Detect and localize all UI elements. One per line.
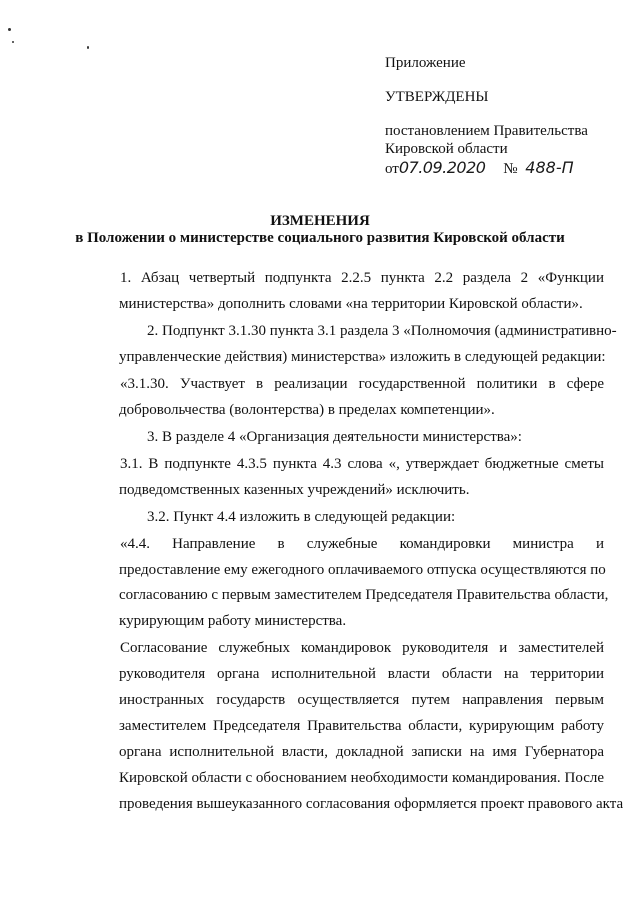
paragraph-1-line-1: 1. Абзац четвертый подпункта 2.2.5 пункта 2.2 раздела 2 «Функции	[120, 270, 604, 286]
paragraph-5-line-2: подведомственных казенных учреждений» исключить.	[119, 482, 470, 498]
date-number-line	[385, 158, 574, 178]
handwritten-number: 488-П	[525, 158, 574, 177]
decree-line-2: Кировской области	[385, 141, 508, 157]
paragraph-1-line-2: министерства» дополнить словами «на территории Кировской области».	[119, 296, 583, 312]
decree-line-1: постановлением Правительства	[385, 123, 588, 139]
paragraph-4-line-1: 3. В разделе 4 «Организация деятельности министерства»:	[147, 429, 522, 445]
handwritten-date: 07.09.2020	[398, 158, 486, 177]
paragraph-8-line-1: Согласование служебных командировок руководителя и заместителей	[120, 640, 604, 656]
paragraph-8-line-5: органа исполнительной власти, докладной записки на имя Губернатора	[119, 744, 604, 760]
paragraph-3-line-1: «3.1.30. Участвует в реализации государственной политики в сфере	[120, 376, 604, 392]
scan-speck	[87, 46, 89, 49]
paragraph-8-line-4: заместителем Председателя Правительства области, курирующим работу	[119, 718, 604, 734]
scan-speck	[12, 41, 14, 43]
paragraph-6-line-1: 3.2. Пункт 4.4 изложить в следующей редакции:	[147, 509, 456, 525]
document-subtitle: в Положении о министерстве социального развития Кировской области	[75, 230, 565, 246]
paragraph-2-line-2: управленческие действия) министерства» изложить в следующей редакции:	[119, 349, 606, 365]
scan-speck	[8, 28, 11, 31]
paragraph-3-line-2: добровольчества (волонтерства) в пределах компетенции».	[119, 402, 495, 418]
paragraph-7-line-4: курирующим работу министерства.	[119, 613, 347, 629]
paragraph-8-line-3: иностранных государств осуществляется путем направления первым	[119, 692, 604, 708]
paragraph-5-line-1: 3.1. В подпункте 4.3.5 пункта 4.3 слова «, утверждает бюджетные сметы	[120, 456, 604, 472]
paragraph-7-line-2: предоставление ему ежегодного оплачиваемого отпуска осуществляются по	[119, 562, 606, 578]
paragraph-2-line-1: 2. Подпункт 3.1.30 пункта 3.1 раздела 3 «Полномочия (административно-	[147, 323, 617, 339]
number-prefix: №	[503, 161, 518, 177]
appendix-label: Приложение	[385, 55, 466, 71]
date-prefix: от	[385, 161, 399, 177]
paragraph-8-line-2: руководителя органа исполнительной власти области на территории	[119, 666, 604, 682]
paragraph-8-line-6: Кировской области с обоснованием необходимости командирования. После	[119, 770, 604, 786]
paragraph-7-line-1: «4.4. Направление в служебные командировки министра и	[120, 536, 604, 552]
paragraph-8-line-7: проведения вышеуказанного согласования оформляется проект правового акта	[119, 796, 624, 812]
document-title: ИЗМЕНЕНИЯ	[270, 213, 370, 229]
paragraph-7-line-3: согласованию с первым заместителем Председателя Правительства области,	[119, 587, 609, 603]
approved-label: УТВЕРЖДЕНЫ	[385, 89, 489, 105]
